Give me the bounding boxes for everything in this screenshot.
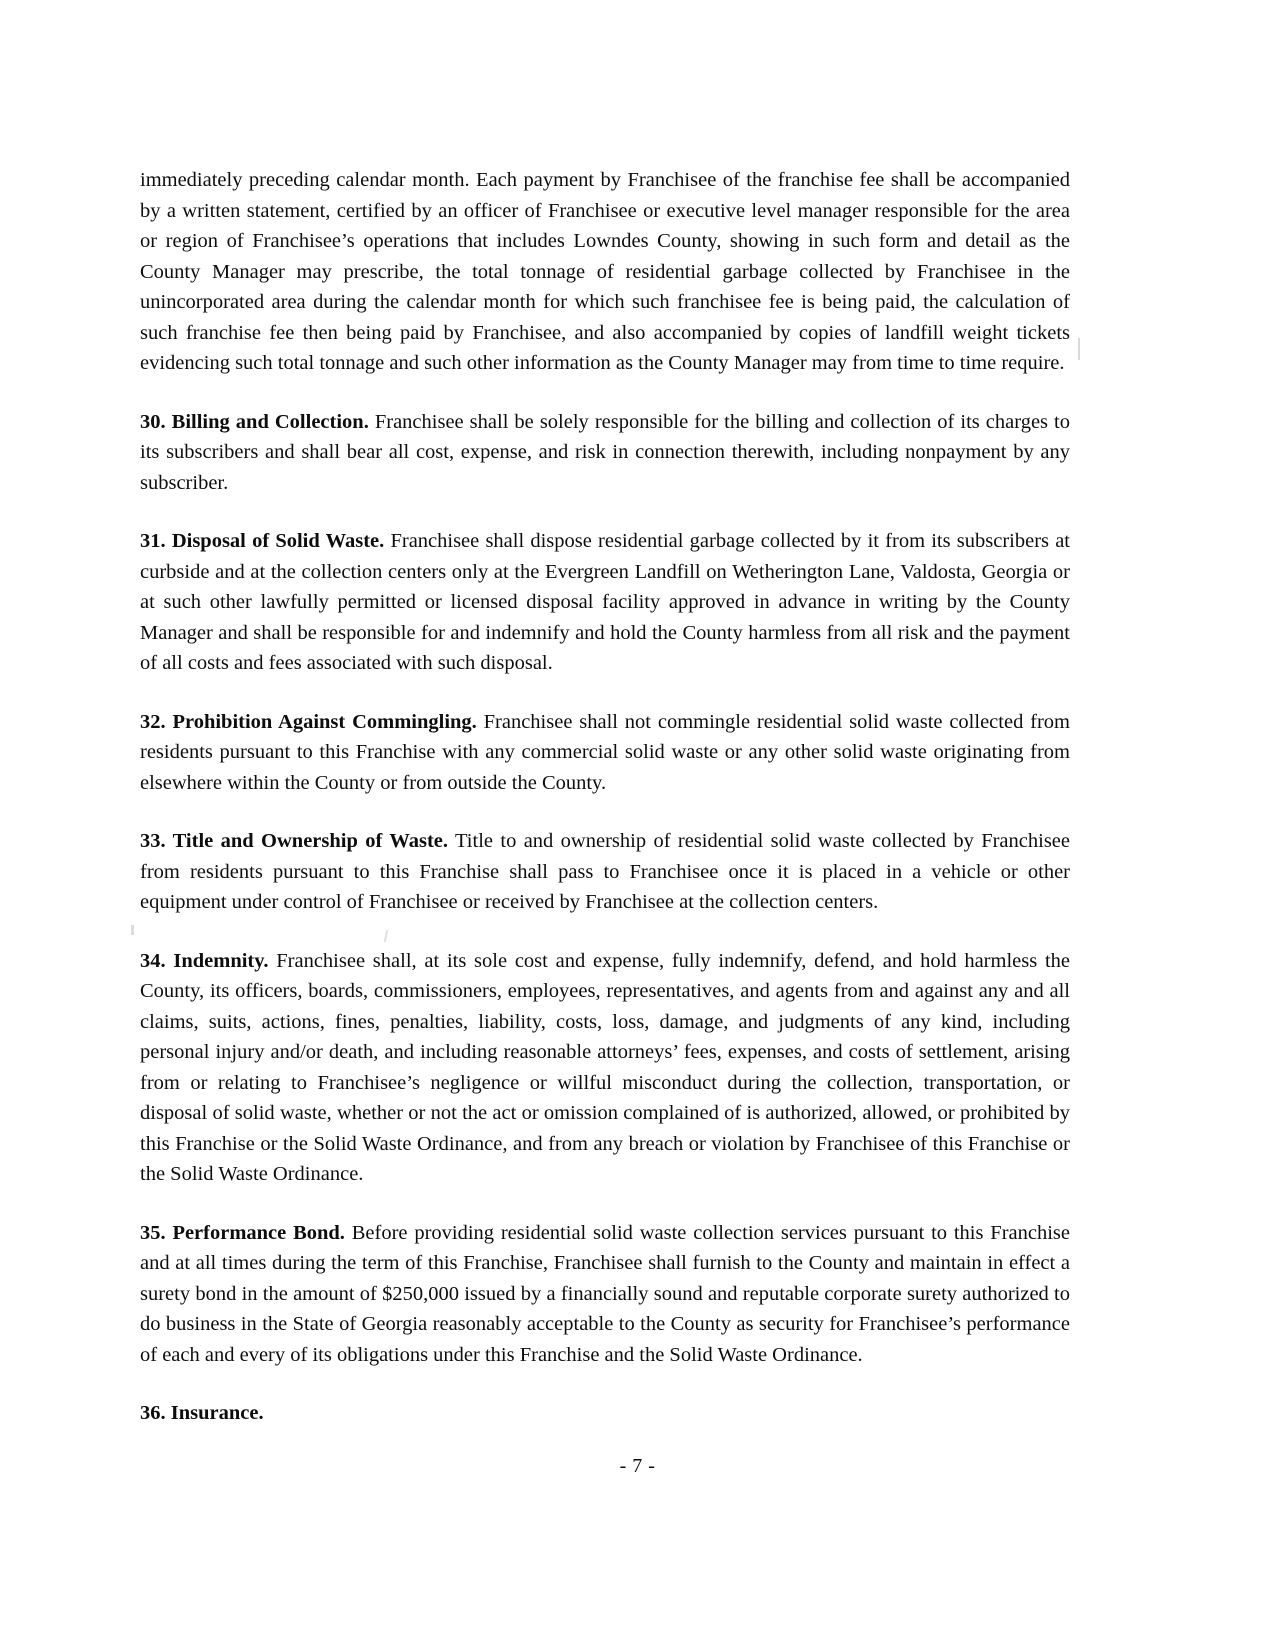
scan-artifact-mark: [131, 925, 134, 935]
scan-artifact-mark: [1078, 338, 1080, 360]
paragraph-heading: 35. Performance Bond.: [140, 1221, 345, 1244]
paragraph-text: Franchisee shall dispose residential garbage collected by it from its subscribers at curbside and at the collection centers only at the Evergreen Landfill on Wetherington Lane, Valdosta, Georgia or at such other lawfully permitted or licensed disposal facility approved in advance in writing by the County Manager and shall be responsible for and indemnify and hold the County harmless from all risk and the payment of all costs and fees associated with such disposal.: [140, 530, 1070, 674]
paragraph-heading: 32. Prohibition Against Commingling.: [140, 710, 477, 733]
document-body: [140, 165, 1070, 1429]
paragraph-text: immediately preceding calendar month. Each payment by Franchisee of the franchise fee shall be accompanied by a written statement, certified by an officer of Franchisee or executive level manager responsible for the area or region of Franchisee’s operations that includes Lowndes County, showing in such form and detail as the County Manager may prescribe, the total tonnage of residential garbage collected by Franchisee in the unincorporated area during the calendar month for which such franchisee fee is being paid, the calculation of such franchise fee then being paid by Franchisee, and also accompanied by copies of landfill weight tickets evidencing such total tonnage and such other information as the County Manager may from time to time require.: [140, 169, 1070, 374]
paragraph-text: Franchisee shall, at its sole cost and expense, fully indemnify, defend, and hold harmless the County, its officers, boards, commissioners, employees, representatives, and agents from and against any and all claims, suits, actions, fines, penalties, liability, costs, loss, damage, and judgments of any kind, including personal injury and/or death, and including reasonable attorneys’ fees, expenses, and costs of settlement, arising from or relating to Franchisee’s negligence or willful misconduct during the collection, transportation, or disposal of solid waste, whether or not the act or omission complained of is authorized, allowed, or prohibited by this Franchise or the Solid Waste Ordinance, and from any breach or violation by Franchisee of this Franchise or the Solid Waste Ordinance.: [140, 949, 1070, 1185]
paragraph-31-disposal-of-solid-waste: [140, 526, 1070, 679]
paragraph-text: Before providing residential solid waste collection services pursuant to this Franchise and at all times during the term of this Franchise, Franchisee shall furnish to the County and maintain in effect a surety bond in the amount of $250,000 issued by a financially sound and reputable corporate surety authorized to do business in the State of Georgia reasonably acceptable to the County as security for Franchisee’s performance of each and every of its obligations under this Franchise and the Solid Waste Ordinance.: [140, 1221, 1070, 1366]
paragraph-text: Title to and ownership of residential solid waste collected by Franchisee from residents pursuant to this Franchise shall pass to Franchisee once it is placed in a vehicle or other equipment under control of Franchisee or received by Franchisee at the collection centers.: [140, 830, 1070, 913]
paragraph-32-prohibition-against-commingling: [140, 707, 1070, 799]
paragraph-text: Franchisee shall be solely responsible for the billing and collection of its charges to its subscribers and shall bear all cost, expense, and risk in connection therewith, including nonpayment by any subscriber.: [140, 410, 1070, 494]
paragraph-text: Franchisee shall not commingle residential solid waste collected from residents pursuant to this Franchise with any commercial solid waste or any other solid waste originating from elsewhere within the County or from outside the County.: [140, 710, 1070, 794]
paragraph-34-indemnity: [140, 946, 1070, 1190]
paragraph-heading: 30. Billing and Collection.: [140, 410, 369, 433]
page-number: - 7 -: [619, 1455, 656, 1477]
paragraph-continuation: [140, 165, 1070, 379]
paragraph-heading: 31. Disposal of Solid Waste.: [140, 530, 385, 552]
paragraph-36-insurance: [140, 1398, 1070, 1429]
paragraph-heading: 33. Title and Ownership of Waste.: [140, 830, 448, 852]
paragraph-heading: 36. Insurance.: [140, 1402, 264, 1424]
paragraph-heading: 34. Indemnity.: [140, 949, 269, 972]
paragraph-30-billing-and-collection: [140, 407, 1070, 499]
paragraph-35-performance-bond: [140, 1218, 1070, 1371]
paragraph-33-title-and-ownership-of-waste: [140, 826, 1070, 918]
